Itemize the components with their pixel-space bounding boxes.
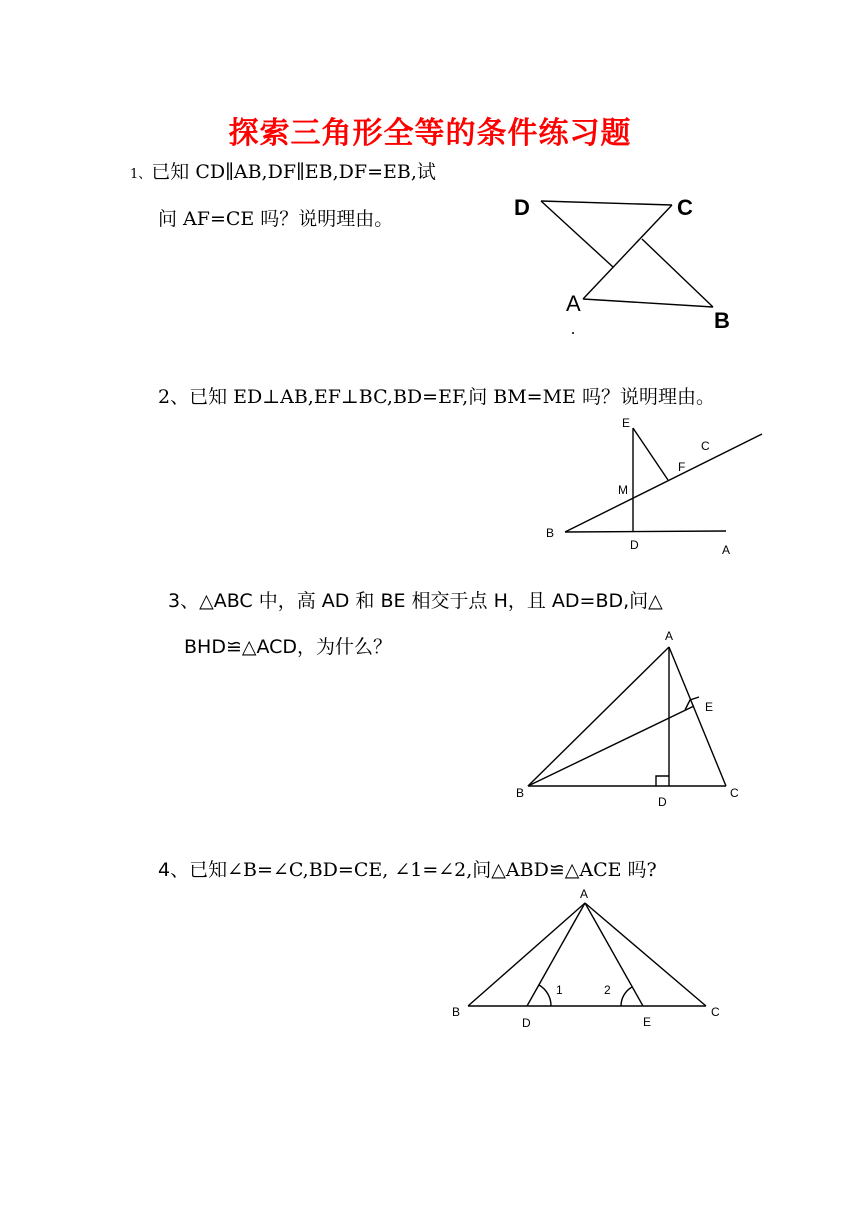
label-F: F — [678, 460, 686, 474]
angle-2-arc — [621, 987, 632, 1006]
label-C: C — [711, 1005, 720, 1019]
label-E: E — [643, 1015, 652, 1029]
label-D: D — [630, 538, 639, 552]
label-D: D — [658, 795, 667, 809]
label-A: A — [665, 629, 674, 643]
label-C: C — [677, 195, 693, 220]
label-angle-1: 1 — [556, 983, 563, 997]
problem-4-text-line1: 已知∠B=∠C,BD=CE, ∠1=∠2,问△ABD≌△ACE 吗? — [189, 859, 657, 881]
problem-3-number: 3、 — [168, 590, 200, 612]
label-M: M — [618, 483, 628, 497]
problem-3-text-line1: △ABC 中，高 AD 和 BE 相交于点 H，且 AD=BD,问△ — [199, 590, 663, 612]
problem-3-line2: BHD≌△ACD，为什么？ — [184, 636, 393, 658]
segment-AE — [585, 903, 643, 1006]
problem-2-number: 2、 — [158, 386, 190, 408]
problem-1-line2: 问 AF=CE 吗？说明理由。 — [158, 208, 394, 230]
problem-4-number: 4、 — [158, 859, 190, 881]
label-C: C — [730, 786, 739, 800]
label-A: A — [722, 543, 731, 557]
problem-1-number: 1、 — [130, 167, 152, 182]
label-D: D — [514, 195, 530, 220]
label-E: E — [705, 700, 714, 714]
angle-1-arc — [539, 985, 551, 1006]
page-title: 探索三角形全等的条件练习题 — [228, 116, 632, 151]
label-B: B — [714, 308, 730, 333]
problem-2-text-line1: 已知 ED⊥AB,EF⊥BC,BD=EF,问 BM=ME 吗？说明理由。 — [189, 386, 715, 408]
label-A: A — [566, 291, 581, 316]
label-A: A — [580, 887, 589, 901]
label-B: B — [452, 1005, 461, 1019]
label-B: B — [546, 526, 555, 540]
problem-1-text-line1: 已知 CD∥AB,DF∥EB,DF=EB,试 — [151, 161, 436, 183]
segment-AB — [468, 903, 585, 1006]
label-B: B — [516, 786, 525, 800]
label-angle-2: 2 — [604, 983, 611, 997]
label-D: D — [522, 1016, 531, 1030]
label-C: C — [701, 439, 710, 453]
label-E: E — [622, 416, 631, 430]
